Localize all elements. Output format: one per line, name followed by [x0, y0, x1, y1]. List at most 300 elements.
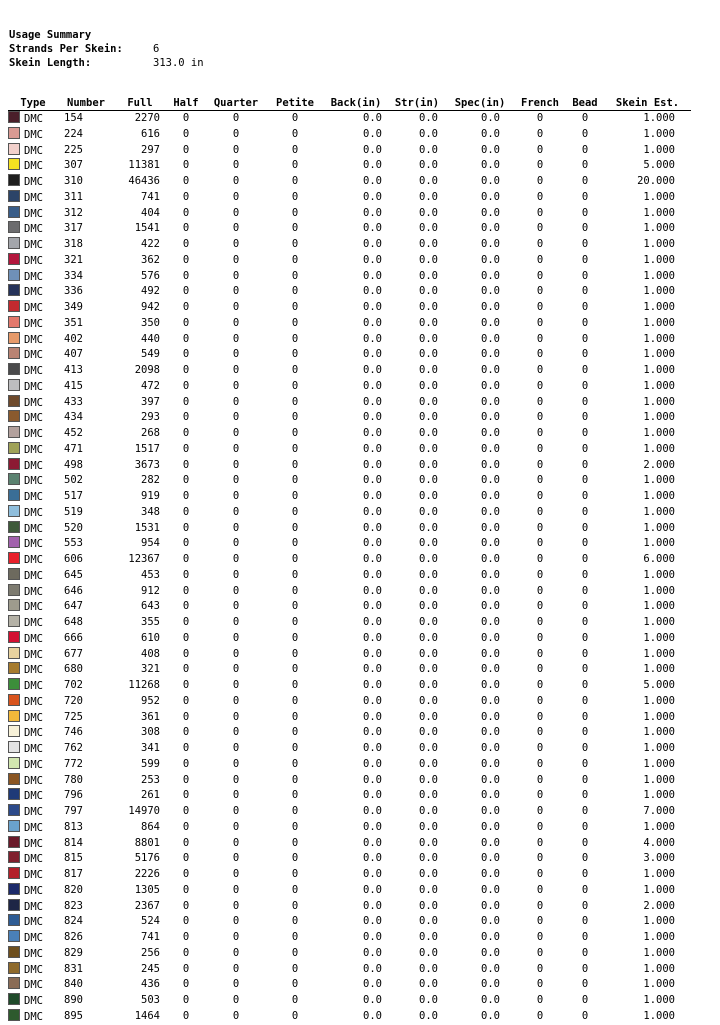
cell-french: 0: [536, 143, 544, 156]
cell-spec: 0.0: [481, 946, 500, 959]
cell-full: 1464: [134, 1009, 160, 1022]
cell-quarter: 0: [232, 568, 240, 581]
table-row: [8, 458, 691, 474]
cell-back: 0.0: [363, 175, 382, 187]
cell-str: 0.0: [419, 537, 438, 550]
cell-back: 0.0: [363, 568, 382, 581]
cell-full: 361: [141, 710, 160, 723]
cell-number: 814: [64, 836, 83, 849]
cell-full: 282: [141, 474, 160, 487]
cell-number: 415: [64, 379, 83, 392]
cell-french: 0: [536, 679, 544, 691]
cell-french: 0: [536, 474, 544, 487]
cell-skein-est: 5.000: [643, 159, 675, 172]
cell-skein-est: 1.000: [643, 820, 675, 833]
color-swatch: [8, 442, 20, 454]
cell-back: 0.0: [363, 836, 382, 849]
cell-bead: 0: [581, 474, 589, 487]
cell-spec: 0.0: [481, 127, 500, 140]
cell-skein-est: 1.000: [643, 694, 675, 707]
cell-full: 741: [141, 190, 160, 203]
cell-half: 0: [182, 348, 190, 361]
cell-back: 0.0: [363, 994, 382, 1006]
table-row: [8, 710, 691, 726]
cell-str: 0.0: [419, 458, 438, 471]
cell-type: [8, 694, 58, 710]
color-swatch: [8, 647, 20, 659]
cell-quarter: 0: [232, 127, 240, 140]
cell-french: 0: [536, 253, 544, 266]
cell-number: 823: [64, 899, 83, 912]
cell-back: 0.0: [363, 679, 382, 691]
cell-full: 912: [141, 584, 160, 597]
cell-spec: 0.0: [481, 679, 500, 691]
cell-skein-est: 1.000: [643, 521, 675, 534]
color-swatch: [8, 725, 20, 737]
cell-str: 0.0: [419, 663, 438, 676]
cell-petite: 0: [291, 883, 299, 896]
cell-str: 0.0: [419, 175, 438, 187]
cell-spec: 0.0: [481, 915, 500, 928]
cell-back: 0.0: [363, 505, 382, 518]
cell-back: 0.0: [363, 159, 382, 172]
cell-quarter: 0: [232, 616, 240, 628]
cell-str: 0.0: [419, 868, 438, 880]
cell-spec: 0.0: [481, 537, 500, 550]
cell-half: 0: [182, 616, 190, 628]
cell-french: 0: [536, 537, 544, 550]
cell-number: 824: [64, 915, 83, 928]
cell-half: 0: [182, 269, 190, 282]
cell-petite: 0: [291, 805, 299, 817]
cell-full: 297: [141, 143, 160, 156]
cell-type: [8, 867, 58, 883]
cell-bead: 0: [581, 868, 589, 880]
color-swatch: [8, 363, 20, 375]
cell-bead: 0: [581, 694, 589, 707]
color-swatch: [8, 206, 20, 218]
cell-full: 308: [141, 726, 160, 739]
cell-str: 0.0: [419, 742, 438, 754]
cell-number: 840: [64, 978, 83, 991]
cell-str: 0.0: [419, 364, 438, 376]
color-swatch: [8, 158, 20, 170]
table-row: [8, 489, 691, 505]
cell-half: 0: [182, 238, 190, 250]
cell-back: 0.0: [363, 379, 382, 392]
cell-type: [8, 143, 58, 159]
cell-quarter: 0: [232, 238, 240, 250]
cell-spec: 0.0: [481, 364, 500, 376]
usage-summary: [9, 28, 204, 70]
thread-type: DMC: [24, 522, 43, 535]
thread-type: DMC: [24, 302, 43, 314]
cell-type: [8, 899, 58, 915]
cell-petite: 0: [291, 663, 299, 676]
table-row: [8, 1009, 691, 1025]
summary-title: Usage Summary: [9, 29, 92, 41]
color-swatch: [8, 599, 20, 611]
cell-back: 0.0: [363, 348, 382, 361]
table-row: [8, 757, 691, 773]
cell-french: 0: [536, 899, 544, 912]
cell-bead: 0: [581, 631, 589, 644]
cell-number: 680: [64, 663, 83, 676]
cell-spec: 0.0: [481, 490, 500, 502]
cell-french: 0: [536, 411, 544, 424]
cell-spec: 0.0: [481, 978, 500, 991]
cell-skein-est: 1.000: [643, 143, 675, 156]
table-row: [8, 599, 691, 615]
color-swatch: [8, 977, 20, 989]
cell-str: 0.0: [419, 631, 438, 644]
cell-skein-est: 1.000: [643, 915, 675, 928]
cell-type: [8, 536, 58, 552]
cell-type: [8, 962, 58, 978]
cell-spec: 0.0: [481, 301, 500, 313]
cell-full: 350: [141, 316, 160, 329]
cell-number: 224: [64, 127, 83, 140]
cell-petite: 0: [291, 490, 299, 502]
cell-quarter: 0: [232, 647, 240, 660]
color-swatch: [8, 757, 20, 769]
table-row: [8, 962, 691, 978]
cell-half: 0: [182, 332, 190, 345]
cell-quarter: 0: [232, 710, 240, 723]
cell-french: 0: [536, 757, 544, 770]
cell-half: 0: [182, 301, 190, 313]
cell-number: 666: [64, 631, 83, 644]
table-row: [8, 851, 691, 867]
cell-skein-est: 1.000: [643, 978, 675, 991]
color-swatch: [8, 253, 20, 265]
cell-str: 0.0: [419, 253, 438, 266]
cell-quarter: 0: [232, 962, 240, 975]
cell-french: 0: [536, 978, 544, 991]
cell-quarter: 0: [232, 789, 240, 802]
cell-french: 0: [536, 222, 544, 235]
cell-type: [8, 946, 58, 962]
cell-half: 0: [182, 175, 190, 187]
color-swatch: [8, 694, 20, 706]
cell-petite: 0: [291, 112, 299, 124]
cell-type: [8, 552, 58, 568]
cell-bead: 0: [581, 348, 589, 361]
color-swatch: [8, 631, 20, 643]
cell-bead: 0: [581, 190, 589, 203]
cell-quarter: 0: [232, 852, 240, 865]
cell-petite: 0: [291, 600, 299, 613]
cell-petite: 0: [291, 742, 299, 754]
cell-french: 0: [536, 915, 544, 928]
cell-type: [8, 111, 58, 127]
thread-type: DMC: [24, 491, 43, 503]
cell-full: 245: [141, 962, 160, 975]
cell-number: 502: [64, 474, 83, 487]
cell-str: 0.0: [419, 679, 438, 691]
cell-number: 312: [64, 206, 83, 219]
table-row: [8, 332, 691, 348]
skein-length-row: [9, 56, 204, 70]
col-header-half: Half: [166, 96, 206, 111]
cell-skein-est: 1.000: [643, 931, 675, 943]
thread-type: DMC: [24, 932, 43, 944]
cell-french: 0: [536, 931, 544, 943]
cell-str: 0.0: [419, 143, 438, 156]
cell-skein-est: 1.000: [643, 789, 675, 802]
cell-back: 0.0: [363, 868, 382, 880]
cell-back: 0.0: [363, 757, 382, 770]
cell-number: 351: [64, 316, 83, 329]
cell-full: 14970: [128, 805, 160, 817]
thread-type: DMC: [24, 412, 43, 425]
cell-half: 0: [182, 505, 190, 518]
color-swatch: [8, 568, 20, 580]
cell-number: 815: [64, 852, 83, 865]
cell-type: [8, 442, 58, 458]
color-swatch: [8, 820, 20, 832]
cell-back: 0.0: [363, 112, 382, 124]
cell-str: 0.0: [419, 962, 438, 975]
color-swatch: [8, 332, 20, 344]
cell-quarter: 0: [232, 285, 240, 298]
cell-skein-est: 1.000: [643, 379, 675, 392]
cell-full: 643: [141, 600, 160, 613]
color-swatch: [8, 788, 20, 800]
thread-type: DMC: [24, 743, 43, 755]
cell-half: 0: [182, 112, 190, 124]
cell-skein-est: 4.000: [643, 836, 675, 849]
cell-full: 253: [141, 773, 160, 786]
table-row: [8, 977, 691, 993]
cell-petite: 0: [291, 505, 299, 518]
col-header-full: Full: [114, 96, 166, 111]
color-swatch: [8, 914, 20, 926]
cell-spec: 0.0: [481, 206, 500, 219]
usage-table: [8, 96, 691, 1025]
cell-number: 225: [64, 143, 83, 156]
thread-type: DMC: [24, 396, 43, 409]
cell-full: 355: [141, 616, 160, 628]
cell-petite: 0: [291, 474, 299, 487]
cell-quarter: 0: [232, 379, 240, 392]
cell-str: 0.0: [419, 978, 438, 991]
cell-petite: 0: [291, 616, 299, 628]
cell-full: 954: [141, 537, 160, 550]
cell-str: 0.0: [419, 647, 438, 660]
cell-skein-est: 1.000: [643, 647, 675, 660]
cell-skein-est: 1.000: [643, 631, 675, 644]
cell-skein-est: 1.000: [643, 710, 675, 723]
cell-type: [8, 458, 58, 474]
cell-number: 318: [64, 238, 83, 250]
cell-spec: 0.0: [481, 710, 500, 723]
thread-type: DMC: [24, 806, 43, 818]
cell-french: 0: [536, 805, 544, 817]
thread-type: DMC: [24, 648, 43, 661]
cell-skein-est: 1.000: [643, 411, 675, 424]
cell-spec: 0.0: [481, 269, 500, 282]
cell-number: 498: [64, 458, 83, 471]
color-swatch: [8, 458, 20, 470]
col-header-french: French: [514, 96, 566, 111]
color-swatch: [8, 773, 20, 785]
cell-full: 453: [141, 568, 160, 581]
thread-type: DMC: [24, 223, 43, 236]
cell-spec: 0.0: [481, 521, 500, 534]
color-swatch: [8, 867, 20, 879]
cell-skein-est: 1.000: [643, 1009, 675, 1022]
col-header-back: Back(in): [324, 96, 388, 111]
col-header-bead: Bead: [566, 96, 604, 111]
cell-full: 261: [141, 789, 160, 802]
cell-type: [8, 237, 58, 253]
cell-french: 0: [536, 600, 544, 613]
cell-back: 0.0: [363, 222, 382, 235]
cell-petite: 0: [291, 316, 299, 329]
cell-back: 0.0: [363, 1009, 382, 1022]
cell-str: 0.0: [419, 442, 438, 455]
cell-str: 0.0: [419, 521, 438, 534]
cell-full: 348: [141, 505, 160, 518]
cell-skein-est: 3.000: [643, 852, 675, 865]
cell-petite: 0: [291, 442, 299, 455]
table-row: [8, 363, 691, 379]
cell-skein-est: 2.000: [643, 458, 675, 471]
color-swatch: [8, 300, 20, 312]
cell-spec: 0.0: [481, 631, 500, 644]
cell-half: 0: [182, 757, 190, 770]
cell-type: [8, 174, 58, 190]
cell-type: [8, 599, 58, 615]
cell-bead: 0: [581, 301, 589, 313]
thread-type: DMC: [24, 711, 43, 724]
cell-quarter: 0: [232, 301, 240, 313]
cell-french: 0: [536, 238, 544, 250]
cell-bead: 0: [581, 379, 589, 392]
cell-quarter: 0: [232, 883, 240, 896]
cell-number: 606: [64, 553, 83, 565]
cell-bead: 0: [581, 647, 589, 660]
cell-skein-est: 1.000: [643, 868, 675, 880]
cell-spec: 0.0: [481, 757, 500, 770]
table-row: [8, 190, 691, 206]
cell-full: 11268: [128, 679, 160, 691]
thread-type: DMC: [24, 333, 43, 346]
cell-quarter: 0: [232, 631, 240, 644]
table-row: [8, 867, 691, 883]
cell-quarter: 0: [232, 364, 240, 376]
cell-full: 12367: [128, 553, 160, 565]
cell-skein-est: 2.000: [643, 899, 675, 912]
cell-french: 0: [536, 883, 544, 896]
cell-half: 0: [182, 710, 190, 723]
cell-type: [8, 678, 58, 694]
col-header-petite: Petite: [266, 96, 324, 111]
cell-str: 0.0: [419, 222, 438, 235]
cell-spec: 0.0: [481, 458, 500, 471]
cell-french: 0: [536, 301, 544, 313]
cell-petite: 0: [291, 411, 299, 424]
table-row: [8, 930, 691, 946]
cell-french: 0: [536, 852, 544, 865]
table-row: [8, 426, 691, 442]
table-row: [8, 174, 691, 190]
cell-type: [8, 584, 58, 600]
cell-french: 0: [536, 631, 544, 644]
cell-type: [8, 505, 58, 521]
cell-french: 0: [536, 946, 544, 959]
thread-type: DMC: [24, 632, 43, 645]
table-row: [8, 410, 691, 426]
cell-petite: 0: [291, 143, 299, 156]
table-row: [8, 820, 691, 836]
cell-back: 0.0: [363, 600, 382, 613]
cell-full: 11381: [128, 159, 160, 172]
cell-back: 0.0: [363, 852, 382, 865]
table-row: [8, 694, 691, 710]
cell-quarter: 0: [232, 899, 240, 912]
cell-number: 677: [64, 647, 83, 660]
col-header-spec: Spec(in): [446, 96, 514, 111]
table-row: [8, 158, 691, 174]
cell-skein-est: 1.000: [643, 253, 675, 266]
cell-type: [8, 788, 58, 804]
cell-skein-est: 1.000: [643, 773, 675, 786]
cell-skein-est: 1.000: [643, 348, 675, 361]
cell-number: 334: [64, 269, 83, 282]
thread-type: DMC: [24, 884, 43, 897]
color-swatch: [8, 993, 20, 1005]
cell-back: 0.0: [363, 931, 382, 943]
cell-back: 0.0: [363, 316, 382, 329]
cell-full: 1305: [134, 883, 160, 896]
cell-back: 0.0: [363, 805, 382, 817]
cell-half: 0: [182, 647, 190, 660]
cell-full: 422: [141, 238, 160, 250]
cell-skein-est: 1.000: [643, 190, 675, 203]
table-row: [8, 536, 691, 552]
cell-full: 741: [141, 931, 160, 943]
cell-quarter: 0: [232, 726, 240, 739]
cell-half: 0: [182, 994, 190, 1006]
cell-french: 0: [536, 994, 544, 1006]
cell-back: 0.0: [363, 726, 382, 739]
cell-type: [8, 631, 58, 647]
cell-half: 0: [182, 1009, 190, 1022]
cell-half: 0: [182, 427, 190, 439]
thread-type: DMC: [24, 443, 43, 456]
summary-title-row: [9, 28, 204, 42]
cell-bead: 0: [581, 442, 589, 455]
cell-spec: 0.0: [481, 332, 500, 345]
cell-petite: 0: [291, 710, 299, 723]
color-swatch: [8, 883, 20, 895]
color-swatch: [8, 851, 20, 863]
cell-quarter: 0: [232, 836, 240, 849]
cell-petite: 0: [291, 584, 299, 597]
cell-skein-est: 1.000: [643, 757, 675, 770]
cell-petite: 0: [291, 159, 299, 172]
cell-french: 0: [536, 616, 544, 628]
cell-full: 397: [141, 395, 160, 408]
color-swatch: [8, 174, 20, 186]
cell-back: 0.0: [363, 537, 382, 550]
cell-spec: 0.0: [481, 395, 500, 408]
cell-str: 0.0: [419, 395, 438, 408]
cell-full: 321: [141, 663, 160, 676]
cell-petite: 0: [291, 726, 299, 739]
